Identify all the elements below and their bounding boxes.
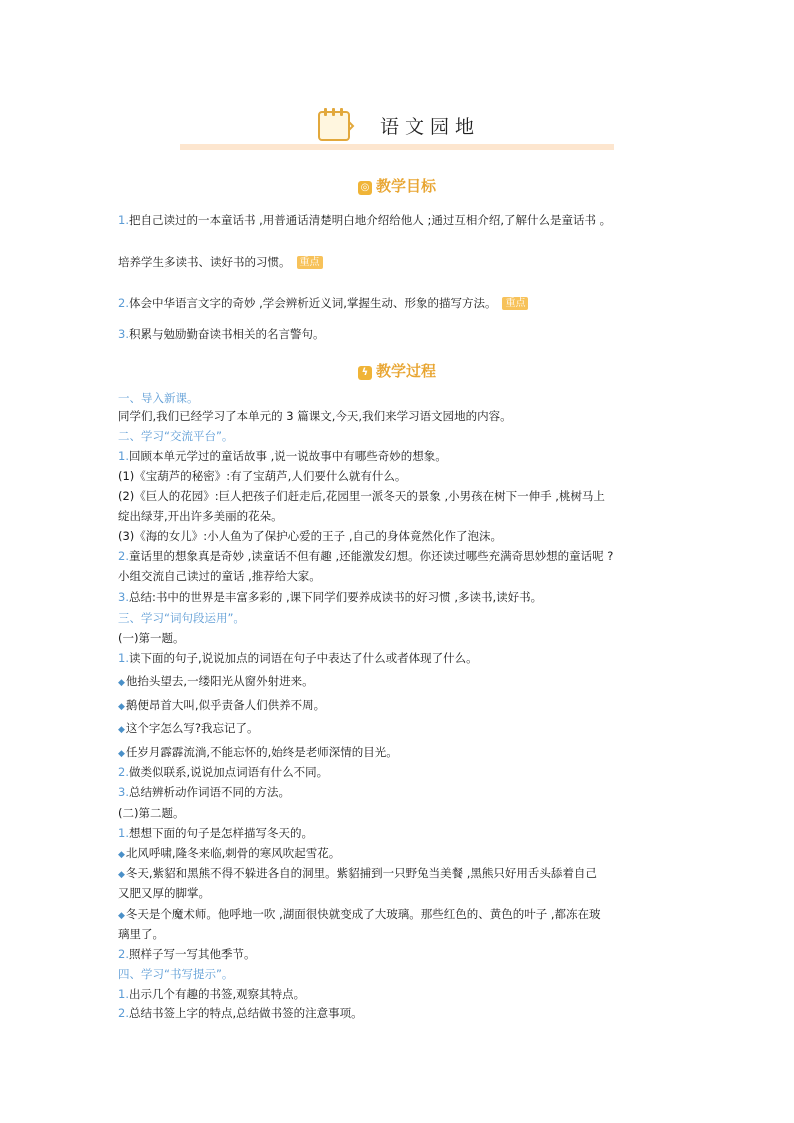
step-2-heading: 二、学习“交流平台”。 (118, 429, 234, 443)
goal-1 (118, 212, 611, 228)
process-heading (0, 360, 794, 381)
step-2-item-2 (118, 548, 613, 564)
item-text: 总结:书中的世界是丰富多彩的 ,课下同学们要养成读书的好习惯 ,多读书,读好书。 (128, 590, 543, 604)
goal-3-text: 积累与勉励勤奋读书相关的名言警句。 (128, 327, 325, 341)
item-num: 2. (118, 765, 129, 779)
step-3-item-5 (118, 946, 255, 962)
story-2-line-1: (2)《巨人的花园》:巨人把孩子们赶走后,花园里一派冬天的景象 ,小男孩在树下一伸手 ,桃树马上 (118, 489, 605, 503)
example-text: 北风呼啸,隆冬来临,刺骨的寒风吹起雪花。 (125, 846, 341, 860)
step-1-text: 同学们,我们已经学习了本单元的 3 篇课文,今天,我们来学习语文园地的内容。 (118, 409, 512, 423)
example-text: 冬天,紫貂和黑熊不得不躲进各自的洞里。紫貂捕到一只野兔当美餐 ,黑熊只好用舌头舔着自己 (125, 866, 597, 880)
diamond-bullet-icon: ◆ (118, 725, 125, 735)
example-text: 这个字怎么写?我忘记了。 (125, 721, 259, 735)
item-num: 2. (118, 549, 129, 563)
step-4-item-2 (118, 1005, 363, 1021)
part-2-heading: (二)第二题。 (118, 806, 185, 820)
example-text: 任岁月霹霹流淌,不能忘怀的,始终是老师深情的目光。 (125, 745, 398, 759)
goal-2-num: 2. (118, 296, 129, 310)
example-2 (118, 697, 325, 715)
winter-2-line-1 (118, 865, 597, 883)
story-1: (1)《宝葫芦的秘密》:有了宝葫芦,人们要什么就有什么。 (118, 469, 407, 483)
page-title: 语文园地 (380, 116, 481, 138)
example-text: 鹅便昂首大叫,似乎责备人们供养不周。 (125, 698, 326, 712)
title-banner (180, 104, 614, 150)
title-underline (180, 144, 614, 150)
winter-1 (118, 845, 340, 863)
diamond-bullet-icon: ◆ (118, 702, 125, 712)
item-num: 1. (118, 987, 129, 1001)
story-3: (3)《海的女儿》:小人鱼为了保护心爱的王子 ,自己的身体竟然化作了泡沫。 (118, 529, 502, 543)
step-4-heading: 四、学习“书写提示”。 (118, 967, 234, 981)
goal-1-num: 1. (118, 213, 129, 227)
item-text: 出示几个有趣的书签,观察其特点。 (128, 987, 306, 1001)
process-heading-label: 教学过程 (375, 362, 436, 380)
item-text: 总结书签上字的特点,总结做书签的注意事项。 (128, 1006, 363, 1020)
item-text: 读下面的句子,说说加点的词语在句子中表达了什么或者体现了什么。 (128, 651, 478, 665)
item-num: 1. (118, 449, 129, 463)
item-num: 1. (118, 826, 129, 840)
item-text: 童话里的想象真是奇妙 ,读童话不但有趣 ,还能激发幻想。你还读过哪些充满奇思妙想的童话呢 ? (128, 549, 614, 563)
goal-2 (118, 295, 528, 311)
goal-3-num: 3. (118, 327, 129, 341)
story-2-line-2: 绽出绿芽,开出许多美丽的花朵。 (118, 509, 283, 523)
item-num: 2. (118, 1006, 129, 1020)
step-3-item-4 (118, 825, 313, 841)
item-text: 回顾本单元学过的童话故事 ,说一说故事中有哪些奇妙的想象。 (128, 449, 447, 463)
part-1-heading: (一)第一题。 (118, 631, 185, 645)
step-2-item-3 (118, 589, 542, 605)
example-4 (118, 744, 398, 762)
item-text: 想想下面的句子是怎样描写冬天的。 (128, 826, 313, 840)
item-text: 总结辨析动作词语不同的方法。 (128, 785, 290, 799)
goal-1b-text: 培养学生多读书、读好书的习惯。 (118, 255, 291, 269)
goal-1b (118, 254, 323, 270)
diamond-bullet-icon: ◆ (118, 870, 125, 880)
step-4-item-1 (118, 986, 305, 1002)
item-num: 1. (118, 651, 129, 665)
winter-3-line-1 (118, 906, 601, 924)
key-point-badge: 重点 (502, 297, 528, 310)
step-2-item-1 (118, 448, 447, 464)
diamond-bullet-icon: ◆ (118, 850, 125, 860)
diamond-bullet-icon: ◆ (118, 749, 125, 759)
key-point-badge: 重点 (297, 256, 323, 269)
notepad-icon (314, 104, 356, 146)
diamond-bullet-icon: ◆ (118, 911, 125, 921)
lightning-icon: ϟ (358, 366, 372, 380)
step-3-heading: 三、学习“词句段运用”。 (118, 611, 245, 625)
goals-heading-label: 教学目标 (375, 177, 436, 195)
step-2-item-2-cont: 小组交流自己读过的童话 ,推荐给大家。 (118, 569, 321, 583)
winter-2-line-2: 又肥又厚的脚掌。 (118, 886, 210, 900)
item-num: 3. (118, 785, 129, 799)
target-icon: ◎ (358, 181, 372, 195)
goals-heading (0, 175, 794, 196)
goal-1-text: 把自己读过的一本童话书 ,用普通话清楚明白地介绍给他人 ;通过互相介绍,了解什么是童话书 。 (128, 213, 612, 227)
example-1 (118, 673, 314, 691)
example-text: 冬天是个魔术师。他呼地一吹 ,湖面很快就变成了大玻璃。那些红色的、黄色的叶子 ,都冻在玻 (125, 907, 601, 921)
item-num: 3. (118, 590, 129, 604)
item-text: 做类似联系,说说加点词语有什么不同。 (128, 765, 329, 779)
step-1-heading: 一、导入新课。 (118, 391, 199, 405)
step-3-item-3 (118, 784, 290, 800)
item-num: 2. (118, 947, 129, 961)
diamond-bullet-icon: ◆ (118, 678, 125, 688)
goal-2-text: 体会中华语言文字的奇妙 ,学会辨析近义词,掌握生动、形象的描写方法。 (128, 296, 497, 310)
step-3-item-2 (118, 764, 328, 780)
item-text: 照样子写一写其他季节。 (128, 947, 256, 961)
winter-3-line-2: 璃里了。 (118, 927, 164, 941)
example-text: 他抬头望去,一缕阳光从窗外射进来。 (125, 674, 314, 688)
example-3 (118, 720, 259, 738)
goal-3 (118, 326, 324, 342)
step-3-item-1 (118, 650, 478, 666)
